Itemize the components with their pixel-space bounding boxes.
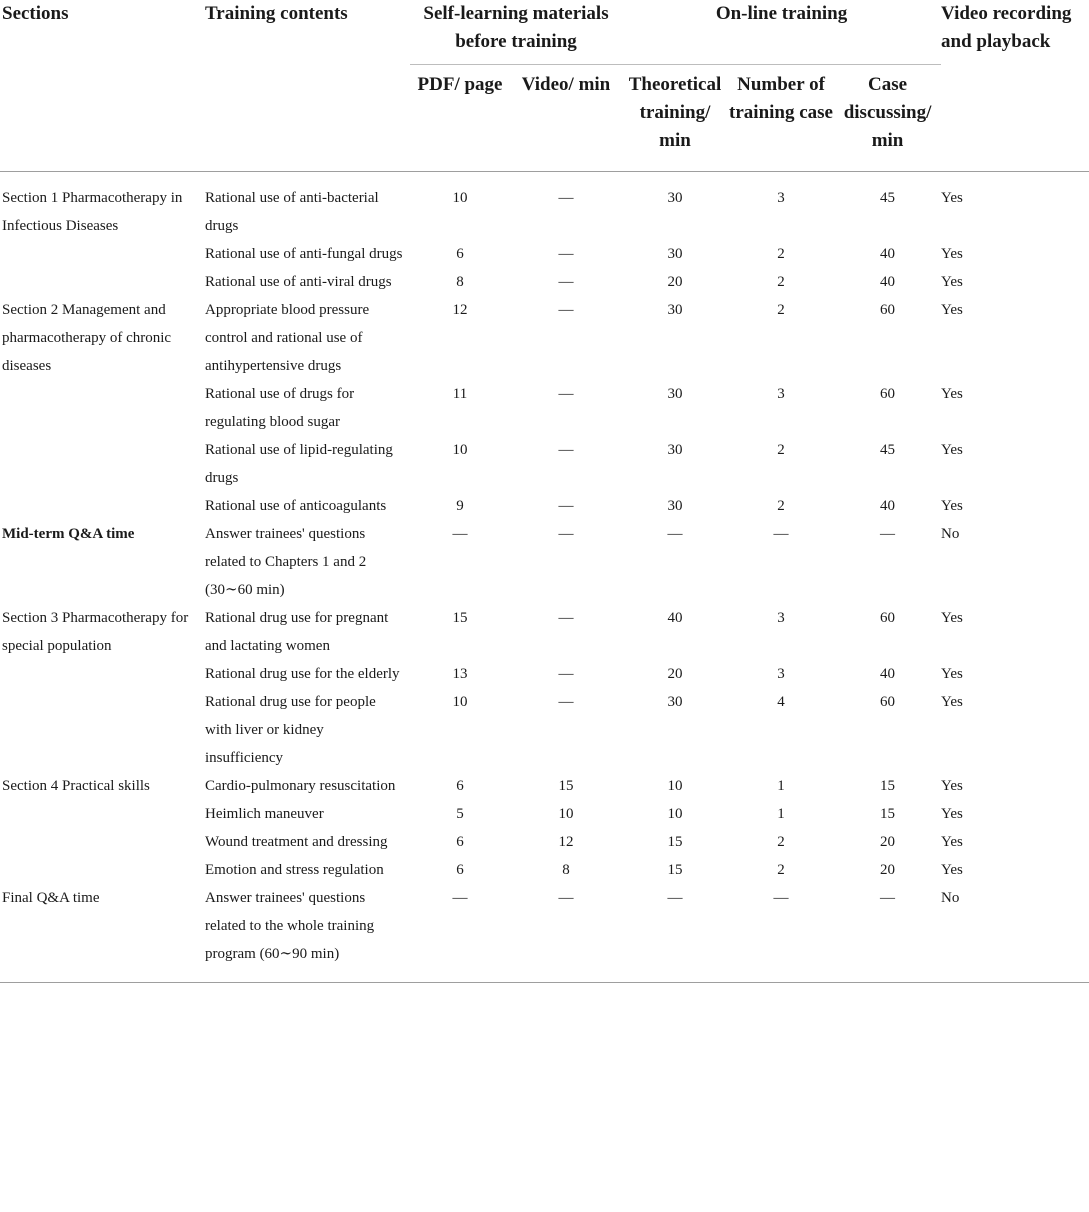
pdf-pages-cell: 12 [452, 301, 468, 318]
header-number-of-cases: Number of training case [728, 65, 834, 172]
training-cases-cell: 2 [777, 301, 785, 318]
training-content-cell: Rational drug use for people with liver or kidney insufficiency [205, 693, 376, 766]
training-cases-cell: 3 [777, 609, 785, 626]
pdf-pages-cell: 10 [452, 693, 468, 710]
section-cell [0, 436, 205, 492]
case-discussing-cell: 15 [880, 805, 896, 822]
video-minutes-cell: — [558, 693, 574, 710]
theoretical-minutes-cell: — [667, 525, 683, 542]
video-minutes-cell: — [558, 385, 574, 402]
video-minutes-cell: — [558, 273, 574, 290]
pdf-pages-cell: 6 [456, 861, 464, 878]
theoretical-minutes-cell: 10 [667, 805, 683, 822]
training-content-cell: Rational use of anti-bacterial drugs [205, 189, 379, 234]
theoretical-minutes-cell: 30 [667, 693, 683, 710]
table-row [0, 772, 1089, 800]
header-online-training: On-line training [622, 0, 941, 65]
case-discussing-cell: — [834, 884, 941, 983]
training-cases-cell: 1 [777, 777, 785, 794]
section-cell: Final Q&A time [0, 884, 205, 983]
section-cell [0, 688, 205, 772]
video-recording-cell: Yes [941, 609, 963, 626]
pdf-pages-cell: — [452, 525, 468, 542]
training-cases-cell: — [773, 525, 789, 542]
header-pdf-page: PDF/ page [410, 65, 510, 172]
training-content-cell: Emotion and stress regulation [205, 861, 384, 878]
case-discussing-cell: 40 [880, 665, 896, 682]
training-content-cell: Answer trainees' questions related to Chapters 1 and 2 (30∼60 min) [205, 525, 367, 598]
section-cell [0, 800, 205, 828]
case-discussing-cell: 60 [880, 693, 896, 710]
video-minutes-cell: 15 [558, 777, 574, 794]
video-recording-cell: Yes [941, 273, 963, 290]
section-cell: Section 4 Practical skills [2, 777, 150, 794]
training-content-cell: Rational use of drugs for regulating blood sugar [205, 385, 355, 430]
theoretical-minutes-cell: 20 [667, 273, 683, 290]
training-content-cell: Rational use of anti-viral drugs [205, 273, 392, 290]
table-row [0, 240, 1089, 268]
theoretical-minutes-cell: 15 [667, 833, 683, 850]
table-row [0, 268, 1089, 296]
pdf-pages-cell: 10 [452, 189, 468, 206]
training-cases-cell: 3 [777, 665, 785, 682]
section-cell [0, 660, 205, 688]
training-cases-cell: 2 [777, 833, 785, 850]
training-content-cell: Appropriate blood pressure control and rational use of antihypertensive drugs [205, 301, 370, 374]
training-content-cell: Rational drug use for pregnant and lactating women [205, 609, 389, 654]
table-row [0, 492, 1089, 520]
video-recording-cell: Yes [941, 497, 963, 514]
training-cases-cell: 2 [777, 245, 785, 262]
theoretical-minutes-cell: 40 [667, 609, 683, 626]
training-cases-cell: 2 [777, 861, 785, 878]
training-cases-cell: 4 [777, 693, 785, 710]
section-cell: Mid-term Q&A time [2, 525, 135, 542]
training-cases-cell: 3 [777, 189, 785, 206]
video-recording-cell: Yes [941, 805, 963, 822]
table-body [0, 172, 1089, 983]
training-cases-cell: 3 [777, 385, 785, 402]
table-row [0, 520, 1089, 604]
case-discussing-cell: 20 [880, 861, 896, 878]
video-minutes-cell: — [558, 525, 574, 542]
header-self-learning: Self-learning materials before training [410, 0, 622, 65]
training-cases-cell: — [728, 884, 834, 983]
video-minutes-cell: — [558, 189, 574, 206]
video-recording-cell: Yes [941, 301, 963, 318]
table-row [0, 856, 1089, 884]
case-discussing-cell: 20 [880, 833, 896, 850]
section-cell [0, 828, 205, 856]
pdf-pages-cell: 8 [456, 273, 464, 290]
section-cell [0, 856, 205, 884]
case-discussing-cell: 40 [880, 273, 896, 290]
video-recording-cell: Yes [941, 777, 963, 794]
pdf-pages-cell: 5 [456, 805, 464, 822]
table-row [0, 660, 1089, 688]
video-minutes-cell: 12 [558, 833, 574, 850]
section-cell [0, 380, 205, 436]
video-recording-cell: Yes [941, 665, 963, 682]
video-minutes-cell: — [558, 665, 574, 682]
table-row [0, 800, 1089, 828]
header-training-contents: Training contents [205, 0, 410, 172]
theoretical-minutes-cell: 30 [667, 189, 683, 206]
case-discussing-cell: 40 [880, 245, 896, 262]
theoretical-minutes-cell: 30 [667, 245, 683, 262]
video-recording-cell: Yes [941, 861, 963, 878]
theoretical-minutes-cell: 30 [667, 385, 683, 402]
video-recording-cell: Yes [941, 245, 963, 262]
video-recording-cell: Yes [941, 441, 963, 458]
case-discussing-cell: 45 [880, 189, 896, 206]
video-recording-cell: No [941, 525, 960, 542]
case-discussing-cell: 60 [880, 301, 896, 318]
section-cell [0, 492, 205, 520]
table-row [0, 604, 1089, 660]
video-minutes-cell: 8 [562, 861, 570, 878]
header-video-recording: Video recording and playback [941, 0, 1089, 172]
theoretical-minutes-cell: 20 [667, 665, 683, 682]
training-content-cell: Rational use of lipid-regulating drugs [205, 441, 393, 486]
pdf-pages-cell: 6 [456, 777, 464, 794]
training-cases-cell: 2 [777, 497, 785, 514]
video-minutes-cell: — [558, 301, 574, 318]
header-video-min: Video/ min [510, 65, 622, 172]
header-sections: Sections [0, 0, 205, 172]
theoretical-minutes-cell: 30 [667, 441, 683, 458]
pdf-pages-cell: 6 [456, 245, 464, 262]
theoretical-minutes-cell: 30 [667, 497, 683, 514]
training-content-cell: Cardio-pulmonary resuscitation [205, 777, 396, 794]
table-row [0, 828, 1089, 856]
video-minutes-cell: — [558, 245, 574, 262]
theoretical-minutes-cell: — [622, 884, 728, 983]
table-header [0, 0, 1089, 172]
theoretical-minutes-cell: 30 [667, 301, 683, 318]
training-content-cell: Wound treatment and dressing [205, 833, 388, 850]
pdf-pages-cell: 10 [452, 441, 468, 458]
pdf-pages-cell: 13 [452, 665, 468, 682]
video-recording-cell: Yes [941, 833, 963, 850]
training-content-cell: Rational use of anti-fungal drugs [205, 245, 403, 262]
theoretical-minutes-cell: 15 [667, 861, 683, 878]
case-discussing-cell: 15 [880, 777, 896, 794]
table-row [0, 296, 1089, 380]
case-discussing-cell: 60 [880, 609, 896, 626]
video-minutes-cell: 10 [558, 805, 574, 822]
header-case-discussing: Case discussing/ min [834, 65, 941, 172]
training-cases-cell: 2 [777, 273, 785, 290]
training-content-cell: Rational use of anticoagulants [205, 497, 387, 514]
training-content-cell: Answer trainees' questions related to the whole training program (60∼90 min) [205, 884, 410, 983]
video-minutes-cell: — [558, 609, 574, 626]
case-discussing-cell: — [880, 525, 896, 542]
video-minutes-cell: — [558, 497, 574, 514]
case-discussing-cell: 60 [880, 385, 896, 402]
training-cases-cell: 2 [777, 441, 785, 458]
pdf-pages-cell: — [410, 884, 510, 983]
theoretical-minutes-cell: 10 [667, 777, 683, 794]
case-discussing-cell: 40 [880, 497, 896, 514]
video-minutes-cell: — [510, 884, 622, 983]
training-cases-cell: 1 [777, 805, 785, 822]
pdf-pages-cell: 6 [456, 833, 464, 850]
table-row [0, 436, 1089, 492]
video-recording-cell: No [941, 884, 1089, 983]
table-row [0, 884, 1089, 983]
header-theoretical-training: Theoretical training/ min [622, 65, 728, 172]
pdf-pages-cell: 11 [452, 385, 468, 402]
training-content-cell: Heimlich maneuver [205, 805, 324, 822]
video-recording-cell: Yes [941, 385, 963, 402]
section-cell: Section 2 Management and pharmacotherapy of chronic diseases [2, 301, 172, 374]
video-minutes-cell: — [558, 441, 574, 458]
case-discussing-cell: 45 [880, 441, 896, 458]
table-row [0, 380, 1089, 436]
table-row [0, 688, 1089, 772]
section-cell: Section 3 Pharmacotherapy for special population [2, 609, 189, 654]
pdf-pages-cell: 15 [452, 609, 468, 626]
video-recording-cell: Yes [941, 189, 963, 206]
training-content-cell: Rational drug use for the elderly [205, 665, 400, 682]
section-cell [0, 268, 205, 296]
section-cell: Section 1 Pharmacotherapy in Infectious Diseases [2, 189, 183, 234]
section-cell [0, 240, 205, 268]
table-row [0, 184, 1089, 240]
video-recording-cell: Yes [941, 693, 963, 710]
pdf-pages-cell: 9 [456, 497, 464, 514]
